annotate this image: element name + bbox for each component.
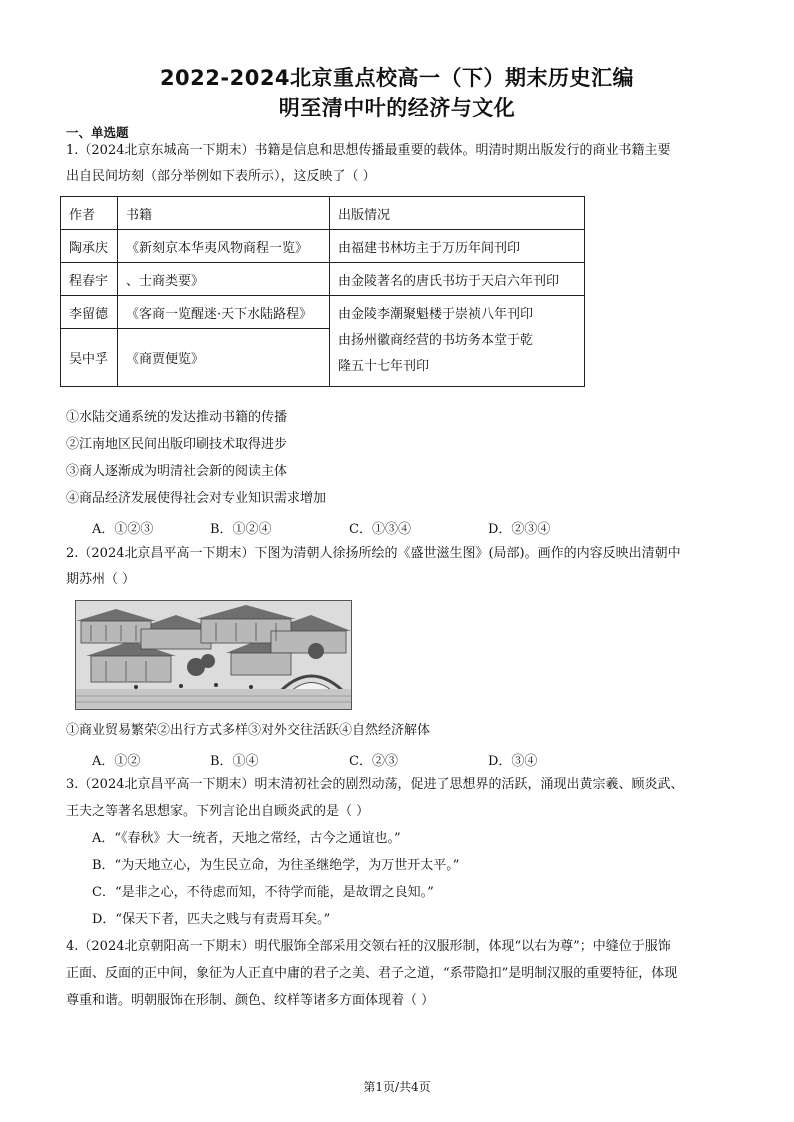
q3-stem-line2: 王夫之等著名思想家。下列言论出自顾炎武的是（ ） bbox=[66, 804, 370, 819]
book-cell: 、士商类要》 bbox=[118, 263, 330, 296]
book-cell: 《商贾便览》 bbox=[118, 329, 330, 387]
option-c[interactable]: C．②③ bbox=[349, 754, 398, 769]
page-footer: 第1页/共4页 bbox=[363, 1080, 431, 1094]
book-cell: 《新刻京本华夷风物商程一览》 bbox=[118, 230, 330, 263]
table-header-publication: 出版情况 bbox=[330, 197, 585, 230]
q4-stem-line3: 尊重和谐。明朝服饰在形制、颜色、纹样等诸多方面体现着（ ） bbox=[66, 993, 435, 1008]
publication-cell: 由金陵著名的唐氏书坊于天启六年刊印 bbox=[330, 263, 585, 296]
q2-stem-line2: 期苏州（ ） bbox=[66, 572, 136, 587]
q1-stem-line1: 1.（2024北京东城高一下期末）书籍是信息和思想传播最重要的载体。明清时期出版发行的商业书籍主要 bbox=[66, 143, 671, 158]
publication-line: 由金陵李潮聚魁楼于崇祯八年刊印 bbox=[338, 307, 534, 322]
q1-stem-line2: 出自民间坊刻（部分举例如下表所示），这反映了（ ） bbox=[66, 169, 376, 184]
option-a[interactable]: A．①②③ bbox=[92, 522, 154, 537]
page-title: 2022-2024北京重点校高一（下）期末历史汇编 bbox=[159, 66, 635, 90]
q3-choice-c[interactable]: C．“是非之心，不待虑而知，不待学而能，是故谓之良知。” bbox=[92, 885, 434, 900]
option-b[interactable]: B．①②④ bbox=[210, 522, 272, 537]
q2-statements: ①商业贸易繁荣②出行方式多样③对外交往活跃④自然经济解体 bbox=[66, 723, 431, 738]
q4-stem-line1: 4.（2024北京朝阳高一下期末）明代服饰全部采用交领右衽的汉服形制，体现“以右为尊”；中缝位于服饰 bbox=[66, 939, 671, 954]
q3-choice-a[interactable]: A．“《春秋》大一统者，天地之常经，古今之通谊也。” bbox=[92, 831, 401, 846]
q3-stem-line1: 3.（2024北京昌平高一下期末）明末清初社会的剧烈动荡，促进了思想界的活跃，涌现出黄宗羲、顾炎武、 bbox=[66, 777, 684, 792]
table-header-author: 作者 bbox=[61, 197, 118, 230]
q1-statement: ③商人逐渐成为明清社会新的阅读主体 bbox=[66, 464, 288, 479]
publication-cell-merged bbox=[330, 296, 585, 387]
q4-stem-line2: 正面、反面的正中间，象征为人正直中庸的君子之美、君子之道，“系带隐扣”是明制汉服的重要特征，体现 bbox=[66, 966, 678, 981]
option-a[interactable]: A．①② bbox=[92, 754, 141, 769]
publication-line: 隆五十七年刊印 bbox=[338, 359, 430, 374]
book-cell: 《客商一览醒迷·天下水陆路程》 bbox=[118, 296, 330, 329]
table-row bbox=[61, 263, 585, 296]
q2-stem-line1: 2.（2024北京昌平高一下期末）下图为清朝人徐扬所绘的《盛世滋生图》(局部)。画作的内容反映出清朝中 bbox=[66, 546, 681, 561]
q1-books-table bbox=[60, 196, 585, 387]
publication-line: 由扬州徽商经营的书坊务本堂于乾 bbox=[338, 333, 534, 348]
q3-choice-d[interactable]: D．“保天下者，匹夫之贱与有责焉耳矣。” bbox=[92, 912, 331, 927]
publication-cell: 由福建书林坊主于万历年间刊印 bbox=[330, 230, 585, 263]
table-header-book: 书籍 bbox=[118, 197, 330, 230]
table-row bbox=[61, 296, 585, 329]
section-title: 一、单选题 bbox=[66, 125, 129, 140]
q1-statement: ①水陆交通系统的发达推动书籍的传播 bbox=[66, 410, 288, 425]
q1-statement: ④商品经济发展使得社会对专业知识需求增加 bbox=[66, 491, 327, 506]
author-cell: 程春宇 bbox=[61, 263, 118, 296]
author-cell: 李留德 bbox=[61, 296, 118, 329]
option-d[interactable]: D．②③④ bbox=[488, 522, 551, 537]
q1-statement: ②江南地区民间出版印刷技术取得进步 bbox=[66, 437, 288, 452]
option-d[interactable]: D．③④ bbox=[488, 754, 538, 769]
painting-illustration bbox=[76, 601, 351, 709]
author-cell: 吴中孚 bbox=[61, 329, 118, 387]
author-cell: 陶承庆 bbox=[61, 230, 118, 263]
option-b[interactable]: B．①④ bbox=[210, 754, 259, 769]
table-row bbox=[61, 230, 585, 263]
painting-image bbox=[75, 600, 352, 710]
page-subtitle: 明至清中叶的经济与文化 bbox=[278, 96, 516, 120]
q3-choice-b[interactable]: B．“为天地立心，为生民立命，为往圣继绝学，为万世开太平。” bbox=[92, 858, 460, 873]
option-c[interactable]: C．①③④ bbox=[349, 522, 411, 537]
